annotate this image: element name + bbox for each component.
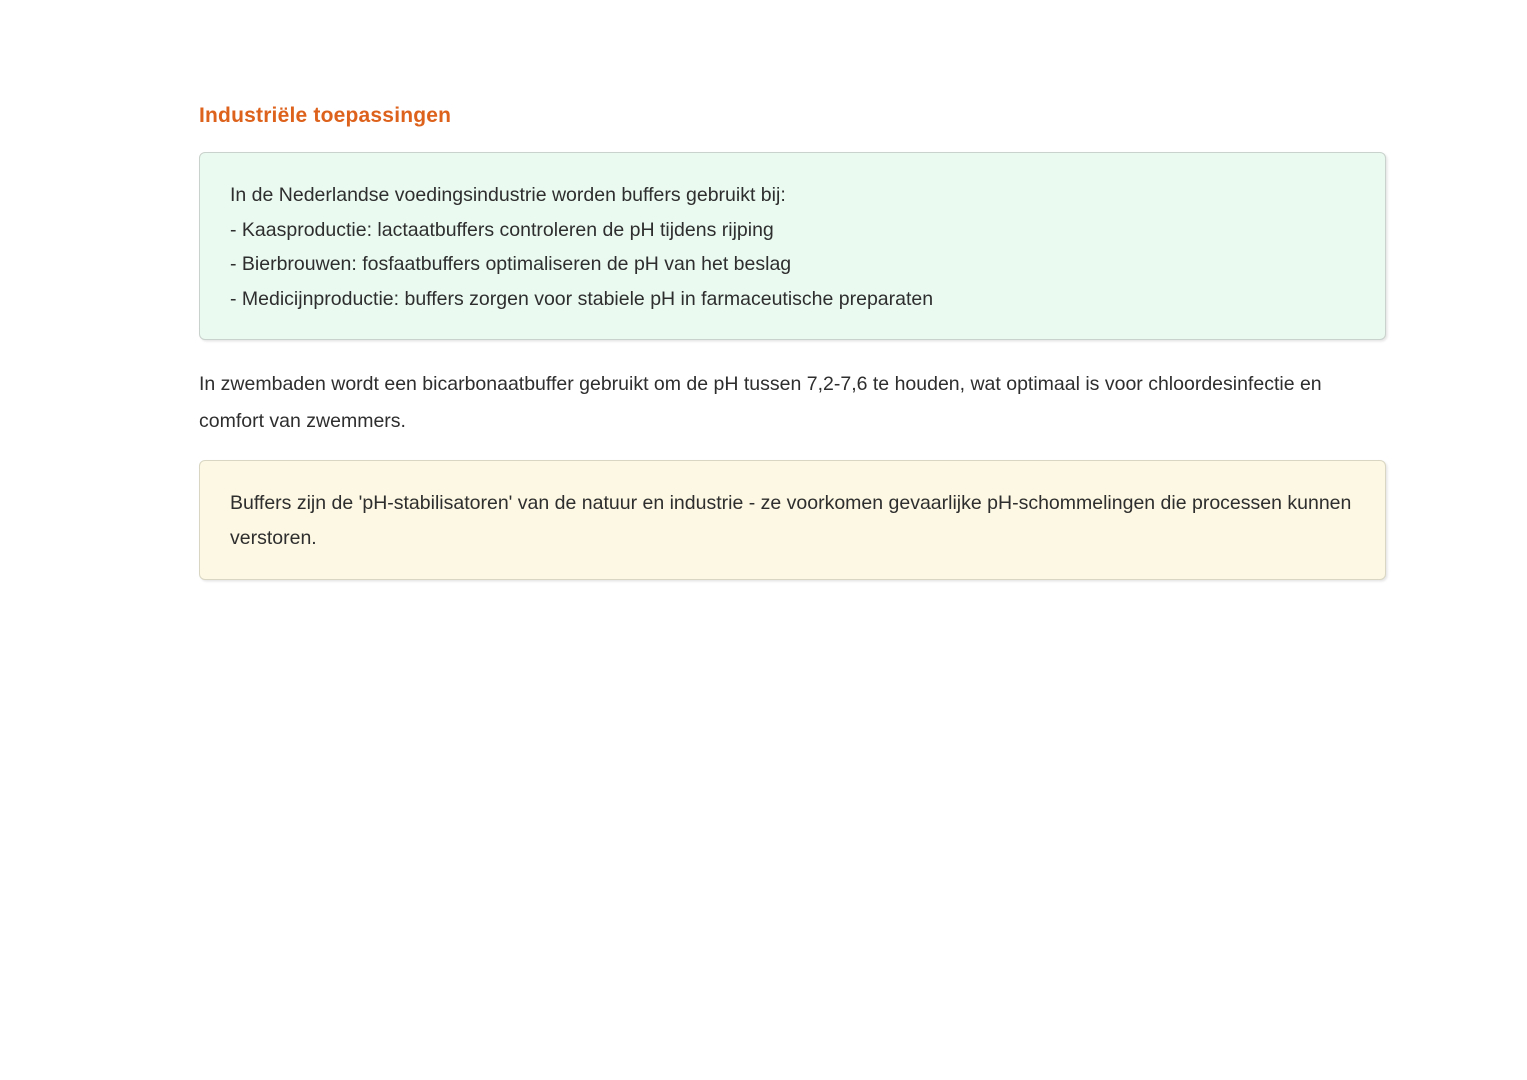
info-box-line: - Bierbrouwen: fosfaatbuffers optimaliseren de pH van het beslag (230, 253, 792, 275)
summary-highlight-box: Buffers zijn de 'pH-stabilisatoren' van de natuur en industrie - ze voorkomen gevaarlijke pH-schommelingen die processen kunnen verstoren. (199, 460, 1386, 580)
info-box-line: In de Nederlandse voedingsindustrie worden buffers gebruikt bij: (230, 184, 786, 206)
pool-buffer-paragraph: In zwembaden wordt een bicarbonaatbuffer gebruikt om de pH tussen 7,2-7,6 te houden, wat optimaal is voor chloordesinfectie en comfort van zwemmers. (199, 373, 1322, 432)
industry-info-box (199, 152, 1386, 340)
info-box-line: - Medicijnproductie: buffers zorgen voor stabiele pH in farmaceutische preparaten (230, 287, 934, 310)
info-box-line: - Kaasproductie: lactaatbuffers controleren de pH tijdens rijping (230, 218, 774, 241)
content-area (199, 103, 1386, 580)
section-heading: Industriële toepassingen (199, 104, 452, 127)
